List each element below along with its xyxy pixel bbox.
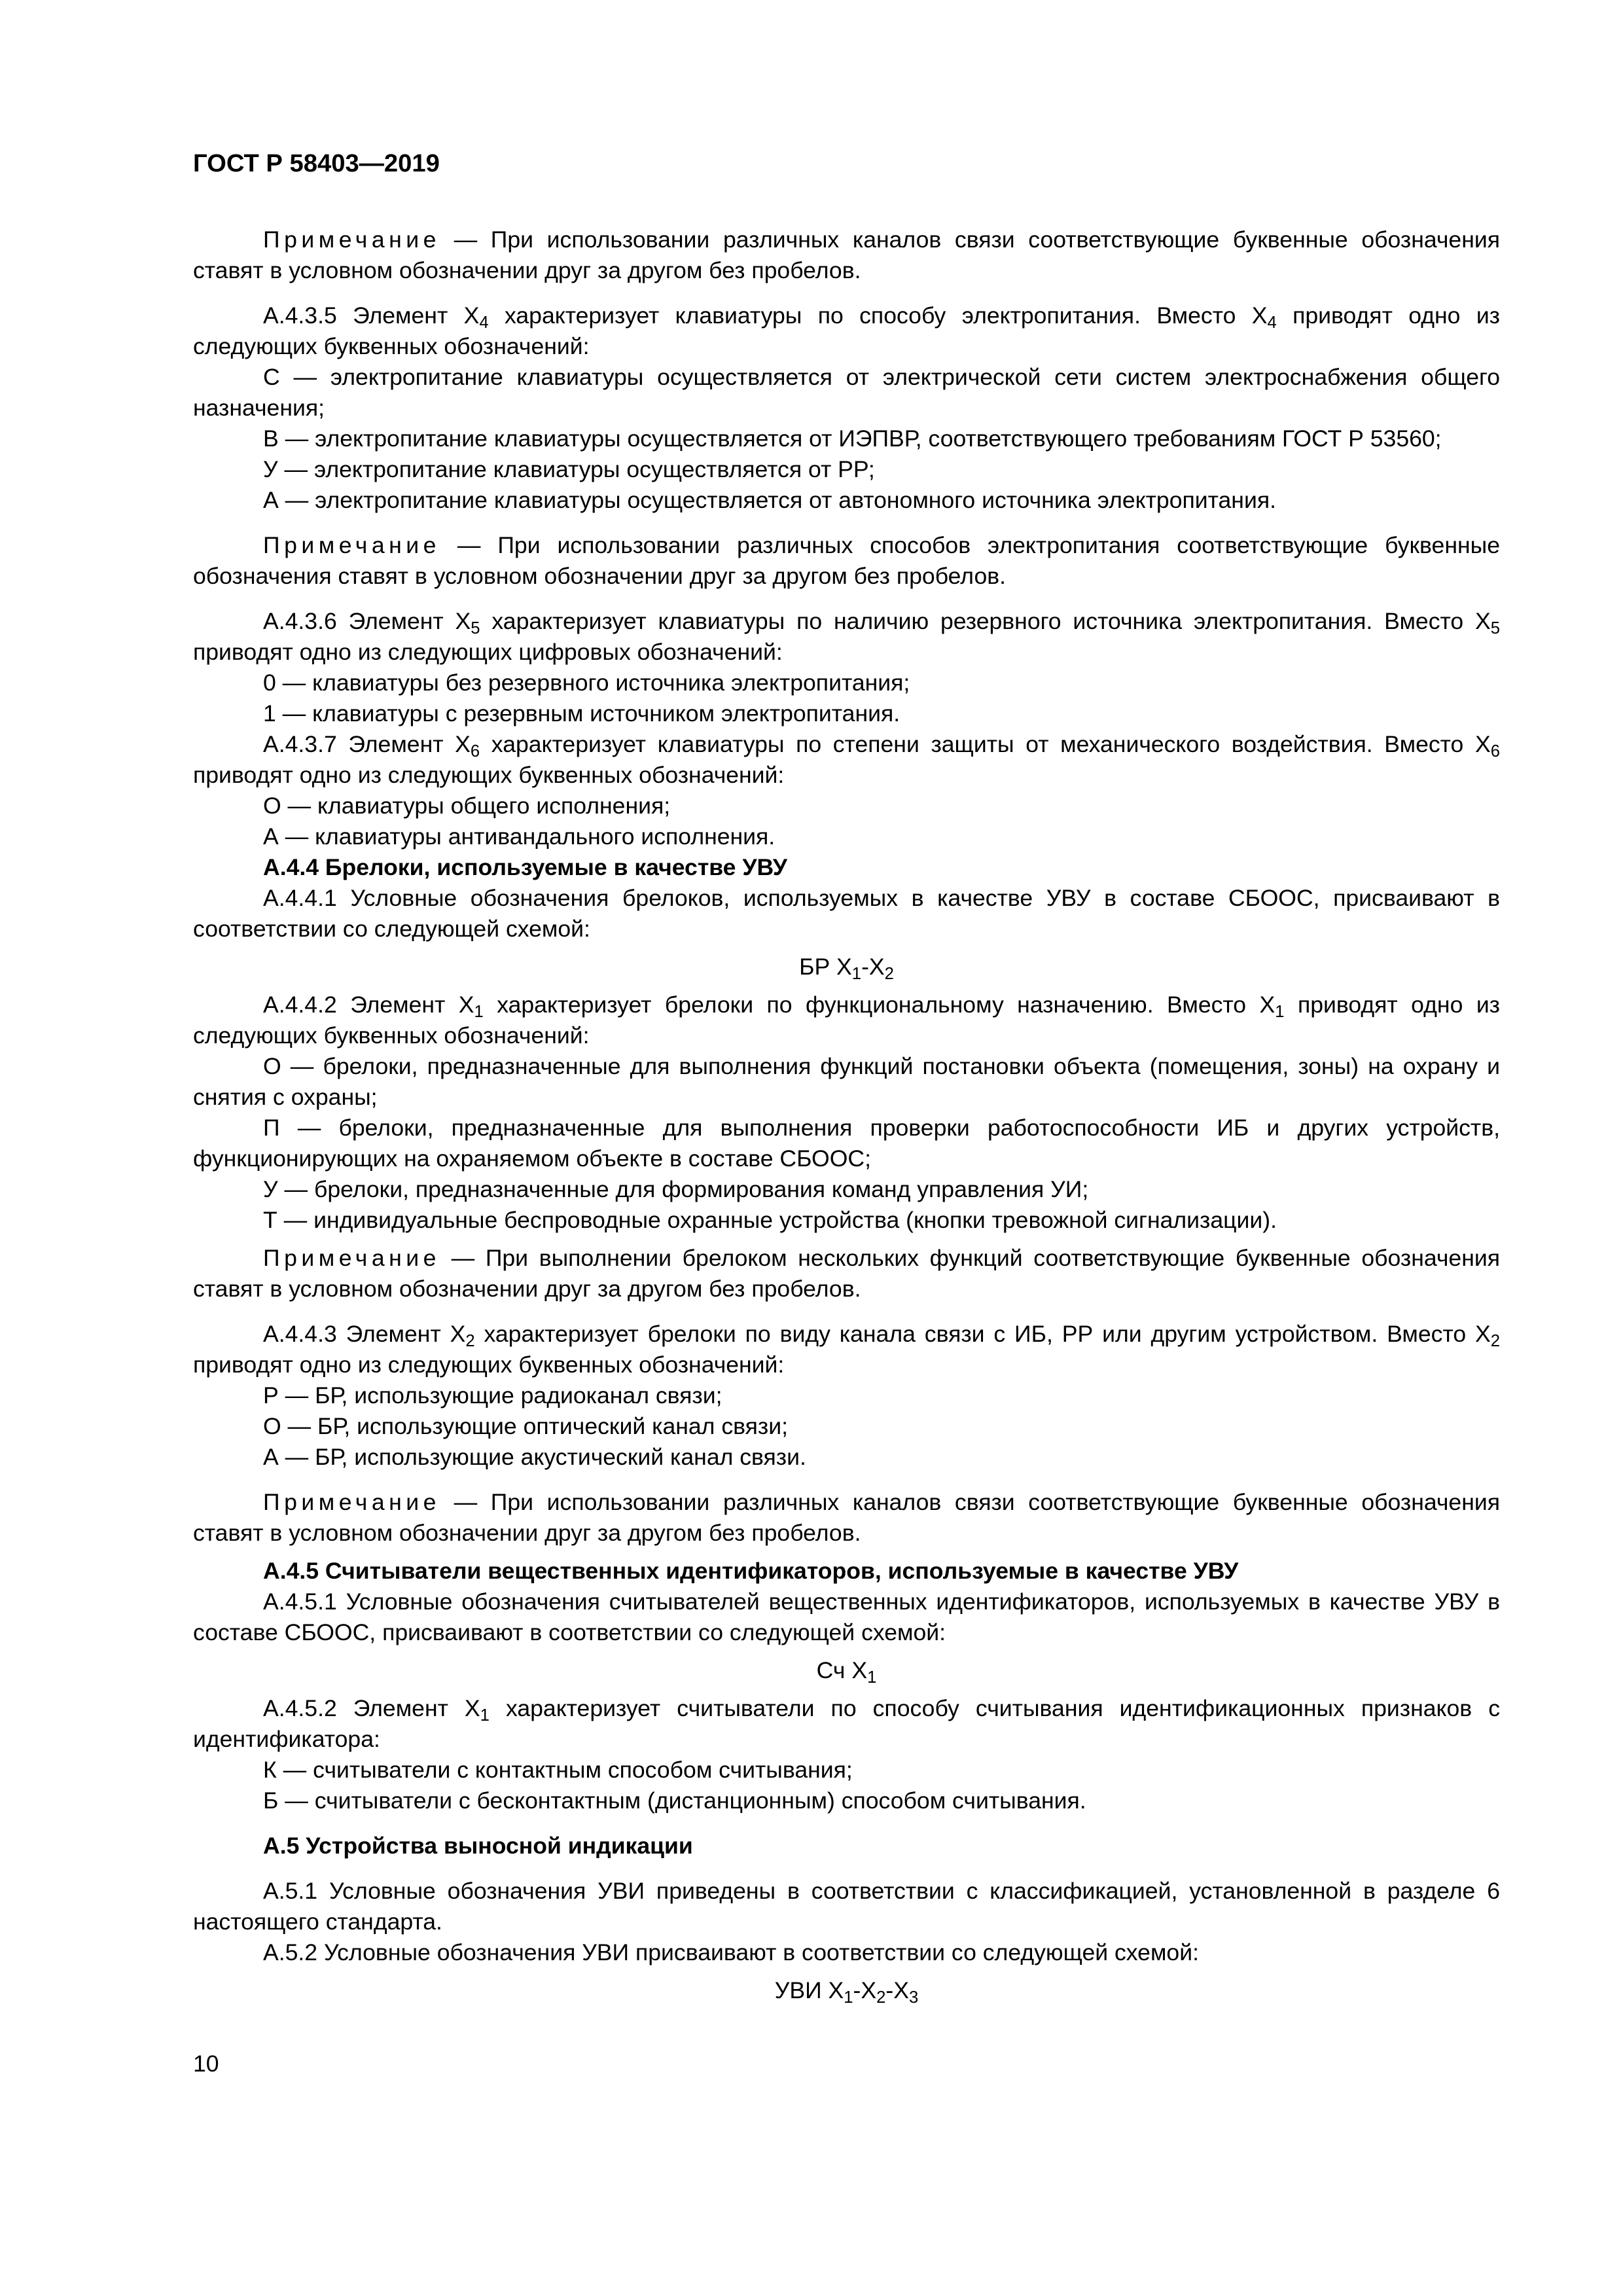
clause-a441: А.4.4.1 Условные обозначения брелоков, используемых в качестве УВУ в составе СБООС, присваивают в соответствии со следующей схемой: xyxy=(193,885,1500,942)
scheme-formula-2: Сч $Х_1$ xyxy=(816,1657,877,1687)
list-item: У — электропитание клавиатуры осуществляется от РР; xyxy=(263,456,875,482)
list-item: В — электропитание клавиатуры осуществляется от ИЭПВР, соответствующего требованиям ГОСТ Р 53560; xyxy=(263,425,1442,452)
list-item: П — брелоки, предназначенные для выполнения проверки работоспособности ИБ и других устройств, функционирующих на охраняемом объекте в составе СБООС; xyxy=(193,1115,1500,1172)
document-code-header: ГОСТ Р 58403—2019 xyxy=(193,149,440,177)
note-2: Примечание — При использовании различных способов электропитания соответствующие буквенные обозначения ставят в условном обозначении друг за другом без пробелов. xyxy=(193,532,1500,589)
list-item: Б — считыватели с бесконтактным (дистанционным) способом считывания. xyxy=(263,1787,1086,1814)
scheme-formula-1: БР $Х_1-Х_2$ xyxy=(799,954,894,984)
list-item: С — электропитание клавиатуры осуществляется от электрической сети систем электроснабжения общего назначения; xyxy=(193,364,1500,421)
note-label: Примечание xyxy=(263,226,440,253)
clause-a442: А.4.4.2 Элемент $Х_1$ характеризует брелоки по функциональному назначению. Вместо $Х_1$ приводят одно из следующих буквенных обозначений: xyxy=(193,992,1500,1049)
clause-a451: А.4.5.1 Условные обозначения считывателей вещественных идентификаторов, используемых в качестве УВУ в составе СБООС, присваивают в соответствии со следующей схемой: xyxy=(193,1588,1500,1645)
section-heading-a5: А.5 Устройства выносной индикации xyxy=(263,1833,693,1859)
clause-a436: А.4.3.6 Элемент $Х_5$ характеризует клавиатуры по наличию резервного источника электропитания. Вместо $Х_5$ приводят одно из следующих цифровых обозначений: xyxy=(193,608,1501,665)
list-item: О — БР, использующие оптический канал связи; xyxy=(263,1413,788,1439)
list-item: К — считыватели с контактным способом считывания; xyxy=(263,1757,853,1783)
page-number: 10 xyxy=(193,2051,219,2077)
list-item: О — клавиатуры общего исполнения; xyxy=(263,793,671,819)
note-label: Примечание xyxy=(263,532,440,558)
list-item: А — клавиатуры антивандального исполнения. xyxy=(263,823,776,850)
clause-a443: А.4.4.3 Элемент $Х_2$ характеризует брелоки по виду канала связи с ИБ, РР или другим устройством. Вместо $Х_2$ приводят одно из следующих буквенных обозначений: xyxy=(193,1321,1501,1378)
clause-a52: А.5.2 Условные обозначения УВИ присваивают в соответствии со следующей схемой: xyxy=(263,1939,1199,1965)
clause-a51: А.5.1 Условные обозначения УВИ приведены в соответствии с классификацией, установленной в разделе 6 настоящего стандарта. xyxy=(193,1878,1500,1935)
section-heading-a45: А.4.5 Считыватели вещественных идентификаторов, используемые в качестве УВУ xyxy=(263,1558,1239,1584)
section-heading-a44: А.4.4 Брелоки, используемые в качестве УВУ xyxy=(263,854,787,880)
scheme-formula-3: УВИ $Х_1-Х_2-Х_3$ xyxy=(774,1977,919,2007)
note-3: Примечание — При выполнении брелоком нескольких функций соответствующие буквенные обозначения ставят в условном обозначении друг за другом без пробелов. xyxy=(193,1245,1500,1302)
clause-a435: А.4.3.5 Элемент $Х_4$ характеризует клавиатуры по способу электропитания. Вместо $Х_4$ приводят одно из следующих буквенных обозначений: xyxy=(193,302,1500,359)
list-item: Т — индивидуальные беспроводные охранные устройства (кнопки тревожной сигнализации). xyxy=(263,1207,1277,1233)
note-label: Примечание xyxy=(263,1489,440,1515)
list-item: 1 — клавиатуры с резервным источником электропитания. xyxy=(263,700,901,726)
list-item: А — БР, использующие акустический канал связи. xyxy=(263,1444,806,1470)
clause-a437: А.4.3.7 Элемент $Х_6$ характеризует клавиатуры по степени защиты от механического воздействия. Вместо $Х_6$ приводят одно из следующих буквенных обозначений: xyxy=(193,731,1500,788)
list-item: 0 — клавиатуры без резервного источника электропитания; xyxy=(263,670,910,696)
list-item: У — брелоки, предназначенные для формирования команд управления УИ; xyxy=(263,1176,1089,1202)
list-item: Р — БР, использующие радиоканал связи; xyxy=(263,1382,722,1408)
note-label: Примечание xyxy=(263,1245,440,1271)
document-body xyxy=(193,224,1500,2006)
list-item: А — электропитание клавиатуры осуществляется от автономного источника электропитания. xyxy=(263,487,1276,513)
note-4: Примечание — При использовании различных каналов связи соответствующие буквенные обозначения ставят в условном обозначении друг за другом без пробелов. xyxy=(193,1489,1500,1546)
clause-a452: А.4.5.2 Элемент $Х_1$ характеризует считыватели по способу считывания идентификационных признаков с идентификатора: xyxy=(193,1695,1501,1752)
note-1: Примечание — При использовании различных каналов связи соответствующие буквенные обозначения ставят в условном обозначении друг за другом без пробелов. xyxy=(193,226,1500,283)
list-item: О — брелоки, предназначенные для выполнения функций постановки объекта (помещения, зоны) на охрану и снятия с охраны; xyxy=(193,1053,1500,1110)
